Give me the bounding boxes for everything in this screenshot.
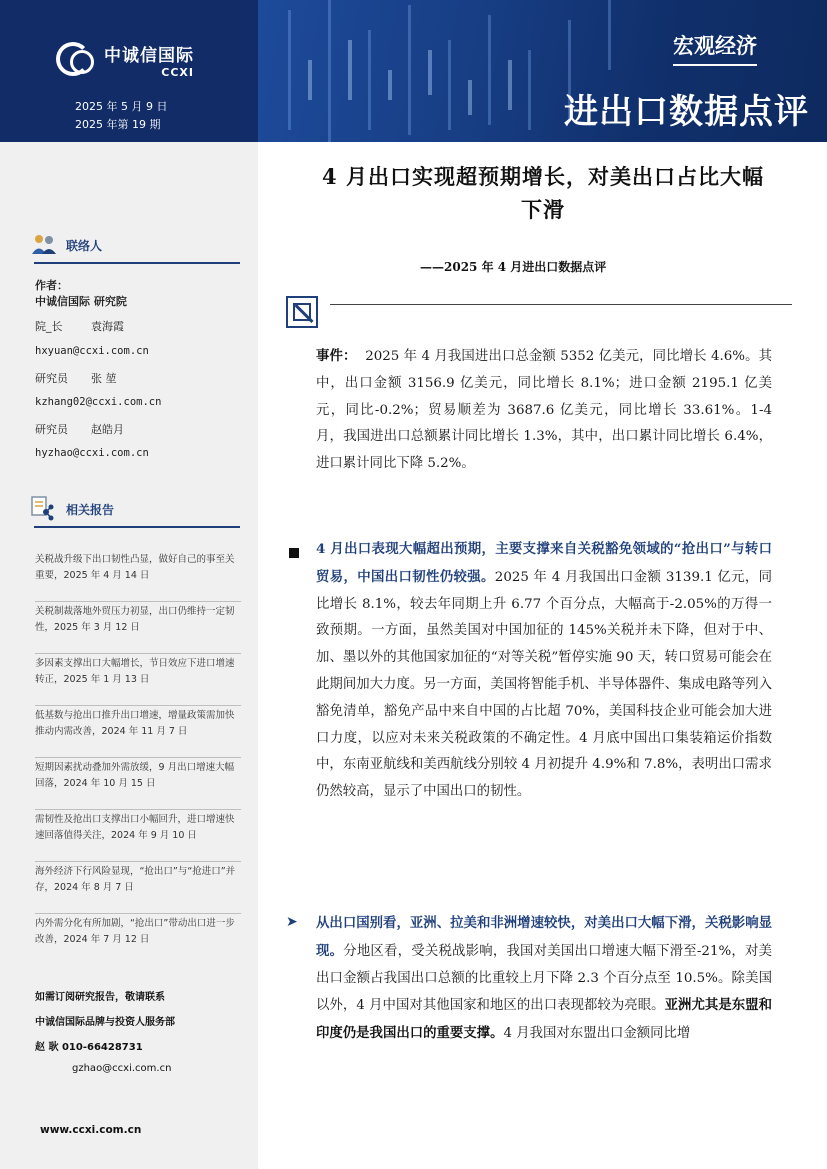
logo-mark-icon <box>56 40 100 80</box>
report-header <box>0 0 827 142</box>
contact-3 <box>35 421 124 437</box>
section-divider <box>330 304 792 305</box>
contact-1 <box>35 318 124 334</box>
contact-1-email[interactable]: hxyuan@ccxi.com.cn <box>35 345 149 357</box>
contact-2-email[interactable]: kzhang02@ccxi.com.cn <box>35 396 162 408</box>
sidebar <box>0 142 258 1169</box>
report-title: 4 月出口实现超预期增长，对美出口占比大幅 下滑 <box>322 164 764 222</box>
related-report-item[interactable]: 内外需分化有所加剧，“抢出口”带动出口进一步改善，2024 年 7 月 12 日 <box>35 918 235 945</box>
author-label: 作者： <box>35 279 68 292</box>
export-region-summary: 从出口国别看，亚洲、拉美和非洲增速较快，对美出口大幅下滑，关税影响显现。 <box>316 915 772 959</box>
company-logo <box>56 40 194 80</box>
logo-chinese-name: 中诚信国际 <box>104 46 194 66</box>
contact-name: 张 堃 <box>91 372 117 385</box>
subscribe-line-2: 中诚信国际品牌与投资人服务部 <box>35 1017 175 1028</box>
document-icon <box>286 296 318 328</box>
square-bullet-icon <box>289 548 299 558</box>
contact-name: 赵皓月 <box>91 423 124 436</box>
export-region-paragraph <box>316 910 772 1048</box>
website-link[interactable]: www.ccxi.com.cn <box>40 1124 142 1136</box>
contact-role: 研究员 <box>35 423 68 436</box>
related-report-item[interactable]: 海外经济下行风险显现，“抢出口”与“抢进口”并存，2024 年 8 月 7 日 <box>35 862 241 914</box>
contact-name: 袁海霞 <box>91 320 124 333</box>
related-report-item[interactable]: 关税制裁落地外贸压力初显，出口仍维持一定韧性，2025 年 3 月 12 日 <box>35 602 241 654</box>
related-report-item[interactable]: 多因素支撑出口大幅增长，节日效应下进口增速转正，2025 年 1 月 13 日 <box>35 654 241 706</box>
people-icon <box>30 232 58 258</box>
related-report-item[interactable]: 短期因素扰动叠加外需放缓，9 月出口增速大幅回落，2024 年 10 月 15 日 <box>35 758 241 810</box>
subscribe-email[interactable]: gzhao@ccxi.com.cn <box>72 1063 172 1074</box>
asia-support-highlight: 亚洲尤其是东盟和印度仍是我国出口的重要支撑。 <box>316 997 773 1042</box>
report-type-title: 进出口数据点评 <box>564 92 809 132</box>
author-org: 中诚信国际 研究院 <box>35 295 127 308</box>
event-text: 2025 年 4 月我国进出口总金额 5352 亿美元，同比增长 4.6%。其中，出口金额 3156.9 亿美元，同比增长 8.1%；进口金额 2195.1 亿美元，同比-0.2%；贸易顺差为 3687.6 亿美元，同比增长 33.61%。1-4 月，我国进出口总额累计同比增长 1.3%，其中，出口累计同比增长 6.4%，进口累计同比下降 5.2%。 <box>316 349 773 472</box>
related-report-item[interactable]: 低基数与抢出口推升出口增速，增量政策需加快推动内需改善，2024 年 11 月 7 日 <box>35 706 241 758</box>
related-reports-heading: 相关报告 <box>30 496 114 522</box>
related-report-item[interactable]: 需韧性及抢出口支撑出口小幅回升，进口增速快速回落值得关注，2024 年 9 月 10 日 <box>35 810 241 862</box>
contact-divider <box>34 262 240 264</box>
subscribe-contact: 赵 耿 010-66428731 <box>35 1042 143 1053</box>
related-report-item[interactable]: 关税战升级下出口韧性凸显，做好自己的事至关重要，2025 年 4 月 14 日 <box>35 550 241 602</box>
report-date: 2025 年 5 月 9 日 <box>75 100 168 113</box>
logo-english-name: CCXI <box>161 66 194 79</box>
export-performance-paragraph <box>316 536 772 806</box>
report-category: 宏观经济 <box>673 30 757 66</box>
asean-export-text: 4 月我国对东盟出口金额同比增 <box>503 1026 691 1042</box>
related-reports-list <box>35 550 241 966</box>
subscribe-line-1: 如需订阅研究报告，敬请联系 <box>35 992 165 1003</box>
contact-role: 研究员 <box>35 372 68 385</box>
export-region-text: 分地区看，受关税战影响，我国对美国出口增速大幅下滑至-21%，对美出口金额占我国出口总额的比重较上月下降 2.3 个百分点至 10.5%。除美国以外，4 月中国对其他国家和地区的出口表现都较为亮眼。 <box>316 943 773 1014</box>
export-performance-text: 2025 年 4 月我国出口金额 3139.1 亿元，同比增长 8.1%，较去年同期上升 6.77 个百分点，大幅高于-2.05%的万得一致预期。一方面，虽然美国对中国加征的 145%关税并未下降，但对于中、加、墨以外的其他国家加征的“对等关税”暂停实施 90 天，转口贸易可能会在此期间加大力度。另一方面，美国将智能手机、半导体器件、集成电路等列入豁免清单，豁免产品中来自中国的占比超 70%，美国科技企业可能会加大进口力度，以应对未来关税政策的不确定性。4 月底中国出口集装箱运价指数中，东南亚航线和美西航线分别较 4 月初提升 4.9%和 7.8%，表明出口需求仍然较高，显示了中国出口的韧性。 <box>316 569 773 800</box>
contact-role: 院_长 <box>35 320 63 333</box>
report-subtitle: ——2025 年 4 月进出口数据点评 <box>420 260 607 274</box>
contact-3-email[interactable]: hyzhao@ccxi.com.cn <box>35 447 149 459</box>
report-share-icon <box>30 496 58 522</box>
report-issue-number: 2025 年第 19 期 <box>75 118 161 131</box>
export-performance-summary: 4 月出口表现大幅超出预期，主要支撑来自关税豁免领域的“抢出口”与转口贸易，中国出口韧性仍较强。 <box>316 541 772 585</box>
related-divider <box>34 526 240 528</box>
arrow-bullet-icon: ➤ <box>286 914 298 930</box>
event-paragraph <box>316 343 772 478</box>
contact-heading: 联络人 <box>30 232 102 258</box>
contact-2 <box>35 370 117 386</box>
event-label: 事件： <box>316 348 357 364</box>
